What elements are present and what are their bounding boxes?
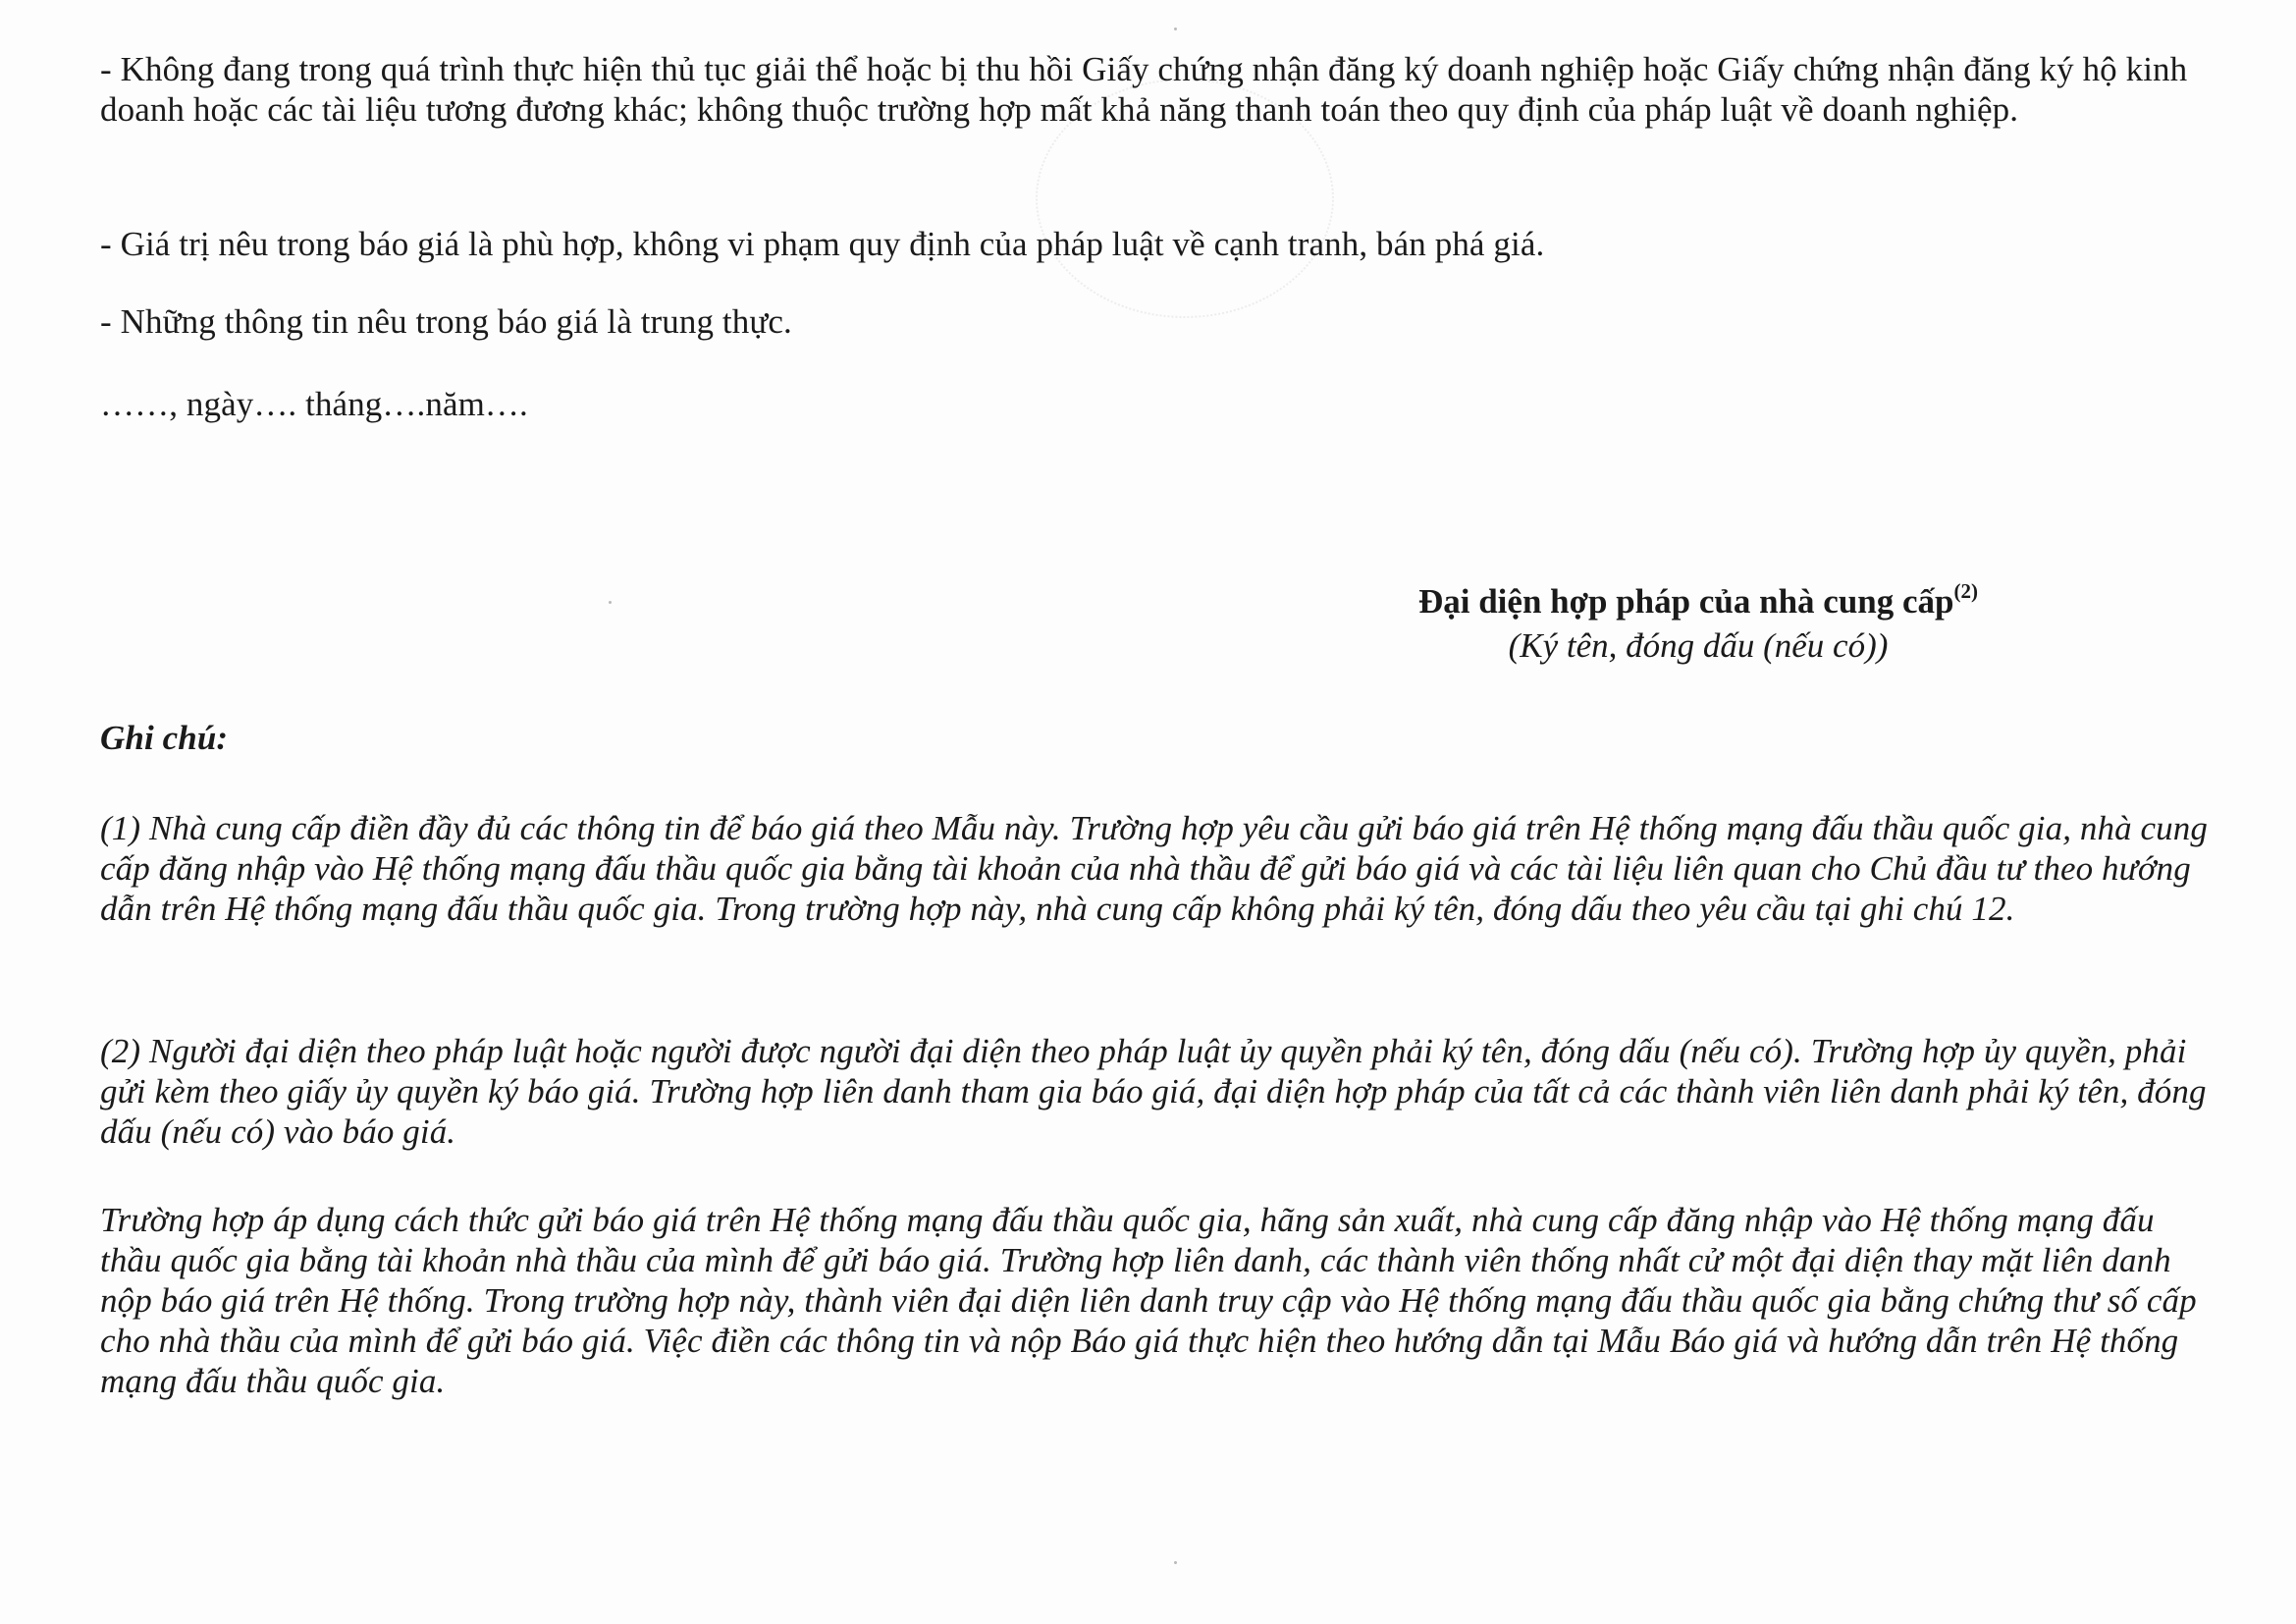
note-item: (2) Người đại diện theo pháp luật hoặc người được người đại diện theo pháp luật ủy quyền phải ký tên, đóng dấu (nếu có). Trường hợp ủy quyền, phải gửi kèm theo giấy ủy quyền ký báo giá. Trường hợp liên danh tham gia báo giá, đại diện hợp pháp của tất cả các thành viên liên danh phải ký tên, đóng dấu (nếu có) vào báo giá. [100,1032,2207,1151]
signature-subtitle: (Ký tên, đóng dấu (nếu có)) [1508,626,1889,665]
declaration-item: - Những thông tin nêu trong báo giá là trung thực. [100,302,792,341]
signature-title-text: Đại diện hợp pháp của nhà cung cấp [1417,582,1954,621]
note-item: Trường hợp áp dụng cách thức gửi báo giá trên Hệ thống mạng đấu thầu quốc gia, hãng sản xuất, nhà cung cấp đăng nhập vào Hệ thống mạng đấu thầu quốc gia bằng tài khoản nhà thầu của mình để gửi báo giá. Trường hợp liên danh, các thành viên thống nhất cử một đại diện thay mặt liên danh nộp báo giá trên Hệ thống. Trong trường hợp này, thành viên đại diện liên danh truy cập vào Hệ thống mạng đấu thầu quốc gia bằng chứng thư số cấp cho nhà thầu của mình để gửi báo giá. Việc điền các thông tin và nộp Báo giá thực hiện theo hướng dẫn tại Mẫu Báo giá và hướng dẫn trên Hệ thống mạng đấu thầu quốc gia. [100,1201,2197,1400]
declaration-item: - Không đang trong quá trình thực hiện thủ tục giải thể hoặc bị thu hồi Giấy chứng nhận đăng ký doanh nghiệp hoặc Giấy chứng nhận đăng ký hộ kinh doanh hoặc các tài liệu tương đương khác; không thuộc trường hợp mất khả năng thanh toán theo quy định của pháp luật về doanh nghiệp. [100,50,2188,129]
notes-heading: Ghi chú: [100,719,229,757]
declaration-item: - Giá trị nêu trong báo giá là phù hợp, không vi phạm quy định của pháp luật về cạnh tranh, bán phá giá. [100,225,1545,263]
date-line: ……, ngày…. tháng….năm…. [100,385,528,423]
signature-title [1276,581,2120,622]
scan-speck [1174,27,1177,30]
scan-speck [1174,1561,1177,1564]
note-item: (1) Nhà cung cấp điền đầy đủ các thông tin để báo giá theo Mẫu này. Trường hợp yêu cầu gửi báo giá trên Hệ thống mạng đấu thầu quốc gia, nhà cung cấp đăng nhập vào Hệ thống mạng đấu thầu quốc gia bằng tài khoản của nhà thầu để gửi báo giá và các tài liệu liên quan cho Chủ đầu tư theo hướng dẫn trên Hệ thống mạng đấu thầu quốc gia. Trong trường hợp này, nhà cung cấp không phải ký tên, đóng dấu theo yêu cầu tại ghi chú 12. [100,809,2208,928]
signature-footnote-marker: (2) [1953,579,1979,603]
scan-speck [609,601,612,604]
